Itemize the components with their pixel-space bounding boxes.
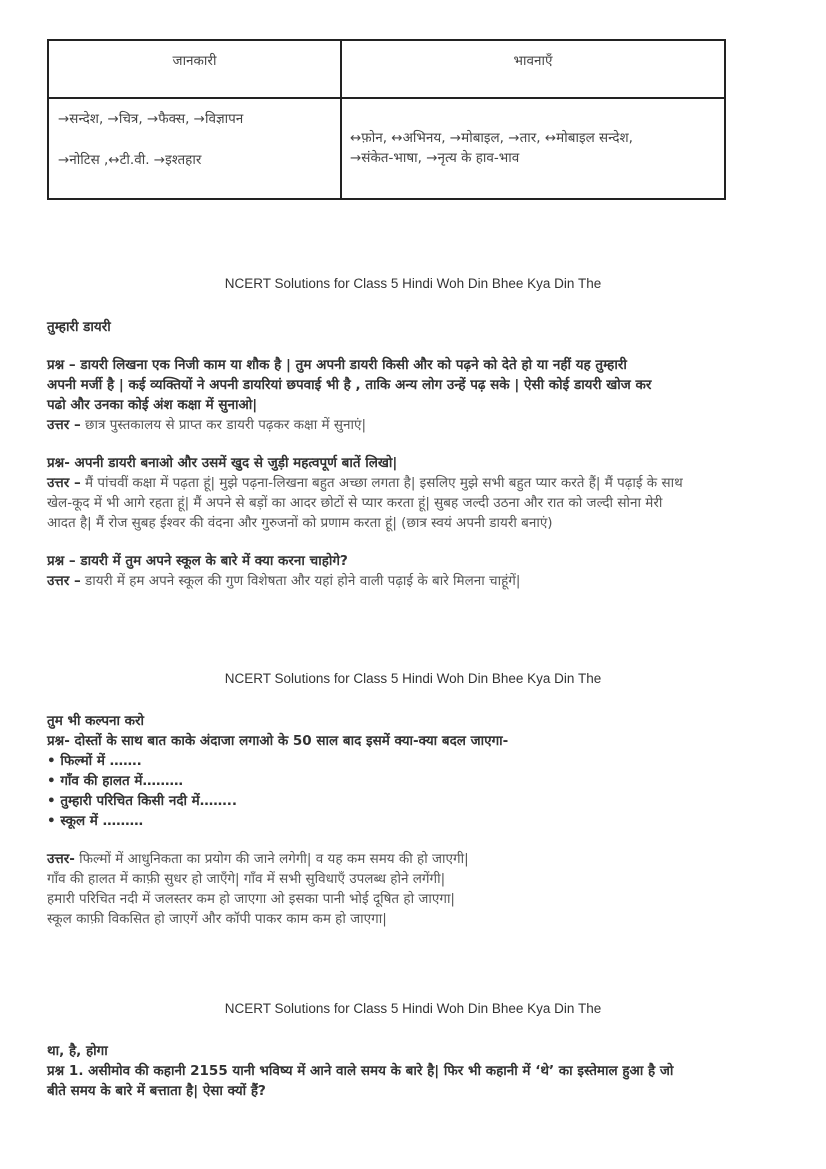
imagine-section [47, 711, 787, 929]
question-line: प्रश्न 1. असीमोव की कहानी 2155 यानी भविष्य में आने वाले समय के बारे है| फिर भी कहानी में ‘थे’ का इस्तेमाल हुआ है जो [47, 1063, 674, 1079]
feelings-line-1: ↔फ़ोन, ↔अभिनय, →मोबाइल, →तार, ↔मोबाइल सन्देश, [350, 130, 633, 146]
question-line: अपनी मर्जी है | कई व्यक्तियों ने अपनी डायरियां छपवाई भी है , ताकि अन्य लोग उन्हें पढ़ सके | ऐसी कोई डायरी खोज कर [47, 377, 652, 393]
page-heading: NCERT Solutions for Class 5 Hindi Woh Din Bhee Kya Din The [224, 671, 602, 686]
table-header-feelings: भावनाएँ [342, 41, 724, 99]
answer-text: फिल्मों में आधुनिकता का प्रयोग की जाने लगेगी| व यह कम समय की हो जाएगी| [74, 851, 469, 867]
bullet-item: • फिल्मों में ……. [47, 753, 142, 769]
answer-text: हमारी परिचित नदी में जलस्तर कम हो जाएगा ओ इसका पानी भोई दूषित हो जाएगा| [47, 891, 455, 907]
tense-section [47, 1041, 787, 1101]
info-line-2: →नोटिस ,↔टी.वी. →इश्तहार [58, 152, 202, 168]
answer-text: खेल-कूद में भी आगे रहता हूं| मैं अपने से बड़ों का आदर छोटों से प्यार करता हूं| सुबह जल्दी उठना और रात को जल्दी सोना मेरी [47, 495, 663, 511]
answer [47, 571, 787, 591]
info-feelings-table [47, 39, 726, 200]
answer-label: उत्तर – [47, 475, 81, 491]
page-heading: NCERT Solutions for Class 5 Hindi Woh Din Bhee Kya Din The [224, 1001, 602, 1016]
section-title: था, है, होगा [47, 1043, 108, 1059]
feelings-line-2: →संकेत-भाषा, →नृत्य के हाव-भाव [350, 150, 520, 166]
page-heading: NCERT Solutions for Class 5 Hindi Woh Din Bhee Kya Din The [224, 276, 602, 291]
diary-section [47, 317, 787, 591]
question-line: प्रश्न- अपनी डायरी बनाओ और उसमें खुद से जुड़ी महत्वपूर्ण बातें लिखो| [47, 455, 398, 471]
bullet-item: • स्कूल में ……… [47, 813, 144, 829]
bullet-item: • तुम्हारी परिचित किसी नदी में…….. [47, 793, 238, 809]
answer-text: आदत है| मैं रोज सुबह ईश्वर की वंदना और गुरुजनों को प्रणाम करता हूं| (छात्र स्वयं अपनी डायरी बनाएं) [47, 515, 553, 531]
table-cell-info [49, 99, 342, 198]
answer [47, 473, 787, 493]
answer-text: मैं पांचवीं कक्षा में पढ़ता हूं| मुझे पढ़ना-लिखना बहुत अच्छा लगता है| इसलिए मुझे सभी बहुत प्यार करते हैं| मैं पढ़ाई के साथ [80, 475, 683, 491]
answer-label: उत्तर – [47, 417, 81, 433]
question-line: बीते समय के बारे में बत्ताता है| ऐसा क्यों हैं? [47, 1083, 266, 1099]
bullet-item: • गाँव की हालत में……… [47, 773, 183, 789]
question-line: पढो और उनका कोई अंश कक्षा में सुनाओ| [47, 397, 258, 413]
answer-text: स्कूल काफ़ी विकसित हो जाएगें और कॉपी पाकर काम कम हो जाएगा| [47, 911, 387, 927]
answer [47, 849, 787, 869]
question-line: प्रश्न – डायरी लिखना एक निजी काम या शौक है | तुम अपनी डायरी किसी और को पढ़ने को देते हो या नहीं यह तुम्हारी [47, 357, 627, 373]
question-line: प्रश्न- दोस्तों के साथ बात काके अंदाजा लगाओ के 50 साल बाद इसमें क्या-क्या बदल जाएगा- [47, 733, 509, 749]
table-header-info: जानकारी [49, 41, 342, 99]
answer-text: डायरी में हम अपने स्कूल की गुण विशेषता और यहां होने वाली पढ़ाई के बारे मिलना चाहूंगें| [80, 573, 521, 589]
answer-label: उत्तर- [47, 851, 75, 867]
answer-text: गाँव की हालत में काफ़ी सुधर हो जाएँगे| गाँव में सभी सुविधाएँ उपलब्ध होने लगेंगी| [47, 871, 446, 887]
section-title: तुम भी कल्पना करो [47, 713, 145, 729]
table-cell-feelings [342, 99, 724, 198]
question-line: प्रश्न – डायरी में तुम अपने स्कूल के बारे में क्या करना चाहोगे? [47, 553, 348, 569]
answer-text: छात्र पुस्तकालय से प्राप्त कर डायरी पढ़कर कक्षा में सुनाएं| [80, 417, 367, 433]
section-title: तुम्हारी डायरी [47, 319, 111, 335]
answer [47, 415, 787, 435]
info-line-1: →सन्देश, →चित्र, →फैक्स, →विज्ञापन [58, 111, 244, 127]
answer-label: उत्तर – [47, 573, 81, 589]
